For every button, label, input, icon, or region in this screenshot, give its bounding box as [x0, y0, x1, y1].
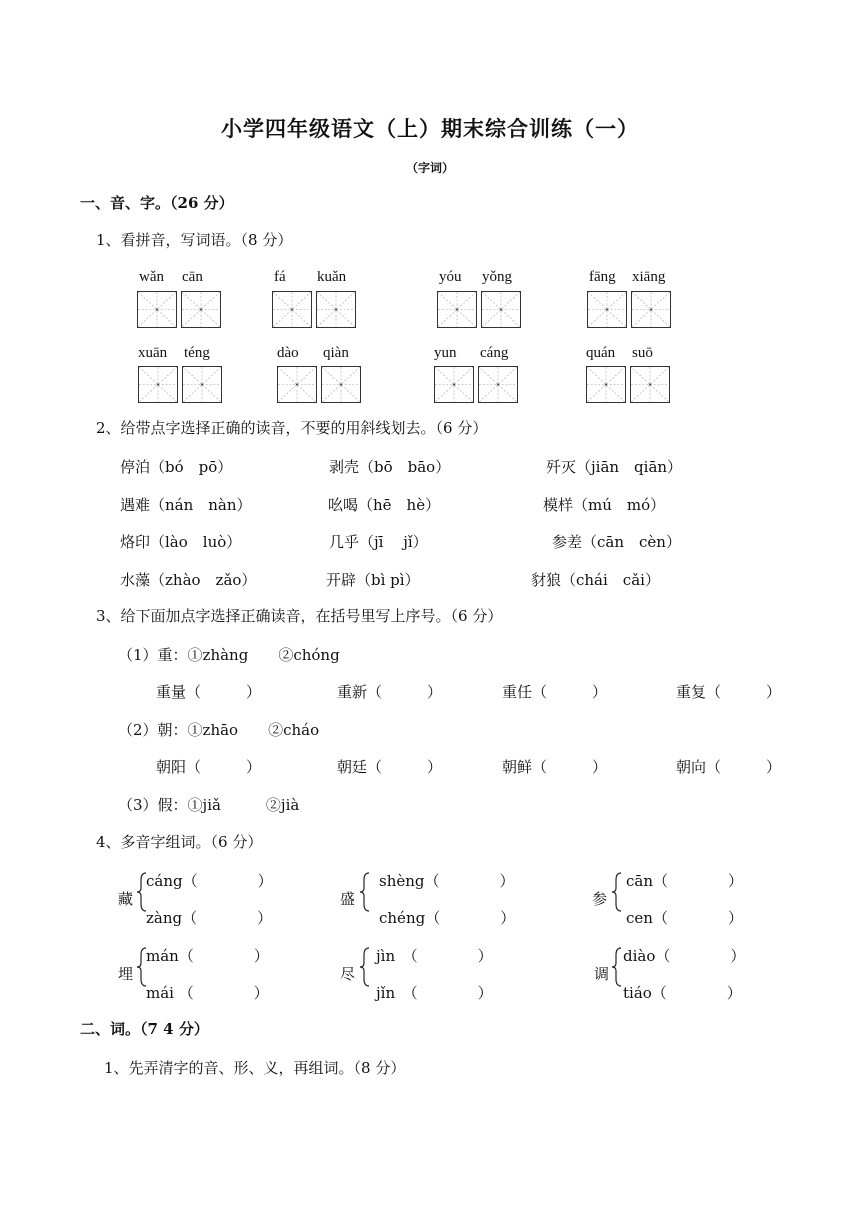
- pinyin-syllable: quán: [586, 345, 616, 361]
- writing-grid-box[interactable]: [587, 291, 627, 328]
- page-subtitle: （字词）: [405, 161, 454, 175]
- word-answer-item: 朝鲜（ ）: [502, 758, 608, 776]
- writing-grid-box[interactable]: [631, 291, 671, 328]
- writing-grid-box[interactable]: [137, 291, 177, 328]
- pinyin-syllable: yun: [434, 345, 457, 361]
- polyphone-reading-b: zàng（ ）: [146, 909, 273, 927]
- curly-brace-icon: [612, 872, 622, 917]
- polyphone-character: 埋: [118, 965, 134, 983]
- pinyin-syllable: kuǎn: [317, 269, 347, 285]
- polyphone-character: 藏: [118, 890, 134, 908]
- polyphone-character: 盛: [340, 890, 356, 908]
- reading-choice-item: 烙印（lào luò）: [120, 533, 242, 551]
- pinyin-syllable: xiāng: [632, 269, 666, 285]
- pinyin-syllable: dào: [277, 345, 299, 361]
- reading-choice-item: 停泊（bó pō）: [120, 458, 233, 476]
- section-one-heading: 一、音、字。（26 分）: [80, 194, 234, 212]
- question-3-group-1-head: （1）重：①zhàng ②chóng: [118, 646, 340, 664]
- pinyin-syllable: téng: [184, 345, 210, 361]
- writing-grid-box[interactable]: [316, 291, 356, 328]
- pinyin-syllable: suō: [632, 345, 653, 361]
- pinyin-syllable: cáng: [480, 345, 509, 361]
- question-3-label: 3、给下面加点字选择正确读音，在括号里写上序号。（6 分）: [96, 607, 503, 625]
- polyphone-reading-b: cen（ ）: [626, 909, 743, 927]
- reading-choice-item: 水藻（zhào zǎo）: [120, 571, 257, 589]
- pinyin-syllable: fá: [274, 269, 286, 285]
- reading-choice-item: 几乎（jī jǐ）: [329, 533, 428, 551]
- section-two-question-1-label: 1、先弄清字的音、形、义，再组词。（8 分）: [104, 1059, 406, 1077]
- writing-grid-box[interactable]: [272, 291, 312, 328]
- polyphone-reading-a: shèng（ ）: [379, 872, 515, 890]
- page-title: 小学四年级语文（上）期末综合训练（一）: [221, 116, 639, 141]
- pinyin-syllable: cān: [182, 269, 203, 285]
- reading-choice-item: 参差（cān cèn）: [552, 533, 681, 551]
- word-answer-item: 朝廷（ ）: [337, 758, 443, 776]
- word-answer-item: 朝向（ ）: [676, 758, 782, 776]
- writing-grid-box[interactable]: [630, 366, 670, 403]
- question-1-label: 1、看拼音，写词语。（8 分）: [96, 231, 293, 249]
- polyphone-character: 尽: [340, 965, 356, 983]
- reading-choice-item: 开辟（bì pì）: [326, 571, 420, 589]
- polyphone-reading-a: mán（ ）: [146, 947, 269, 965]
- reading-choice-item: 剥壳（bō bāo）: [329, 458, 451, 476]
- question-3-group-3-head: （3）假：①jiǎ ②jià: [118, 796, 300, 814]
- writing-grid-box[interactable]: [138, 366, 178, 403]
- writing-grid-box[interactable]: [434, 366, 474, 403]
- word-answer-item: 重新（ ）: [337, 683, 443, 701]
- writing-grid-box[interactable]: [181, 291, 221, 328]
- reading-choice-item: 歼灭（jiān qiān）: [546, 458, 683, 476]
- question-4-label: 4、多音字组词。（6 分）: [96, 833, 263, 851]
- pinyin-syllable: yǒng: [482, 269, 512, 285]
- polyphone-reading-a: diào（ ）: [623, 947, 746, 965]
- pinyin-syllable: qiàn: [323, 345, 349, 361]
- pinyin-syllable: yóu: [439, 269, 462, 285]
- curly-brace-icon: [360, 947, 370, 992]
- writing-grid-box[interactable]: [481, 291, 521, 328]
- writing-grid-box[interactable]: [182, 366, 222, 403]
- polyphone-reading-a: jìn （ ）: [376, 947, 493, 965]
- polyphone-reading-a: cān（ ）: [626, 872, 744, 890]
- word-answer-item: 重任（ ）: [502, 683, 608, 701]
- polyphone-reading-b: mái （ ）: [146, 984, 269, 1002]
- writing-grid-box[interactable]: [277, 366, 317, 403]
- section-two-heading: 二、词。（7 4 分）: [80, 1020, 209, 1038]
- reading-choice-item: 豺狼（chái cǎi）: [531, 571, 660, 589]
- pinyin-syllable: fāng: [589, 269, 616, 285]
- polyphone-reading-b: tiáo（ ）: [623, 984, 742, 1002]
- polyphone-reading-b: chéng（ ）: [379, 909, 516, 927]
- writing-grid-box[interactable]: [437, 291, 477, 328]
- pinyin-syllable: xuān: [138, 345, 168, 361]
- curly-brace-icon: [360, 872, 370, 917]
- question-3-group-2-head: （2）朝：①zhāo ②cháo: [118, 721, 320, 739]
- reading-choice-item: 吆喝（hē hè）: [328, 496, 441, 514]
- curly-brace-icon: [612, 947, 622, 992]
- reading-choice-item: 模样（mú mó）: [543, 496, 666, 514]
- word-answer-item: 朝阳（ ）: [156, 758, 262, 776]
- writing-grid-box[interactable]: [478, 366, 518, 403]
- writing-grid-box[interactable]: [321, 366, 361, 403]
- pinyin-syllable: wǎn: [139, 269, 164, 285]
- polyphone-reading-b: jǐn （ ）: [376, 984, 493, 1002]
- reading-choice-item: 遇难（nán nàn）: [120, 496, 252, 514]
- polyphone-character: 参: [592, 890, 608, 908]
- polyphone-reading-a: cáng（ ）: [146, 872, 273, 890]
- writing-grid-box[interactable]: [586, 366, 626, 403]
- question-2-label: 2、给带点字选择正确的读音，不要的用斜线划去。（6 分）: [96, 419, 488, 437]
- word-answer-item: 重复（ ）: [676, 683, 782, 701]
- word-answer-item: 重量（ ）: [156, 683, 262, 701]
- polyphone-character: 调: [594, 965, 610, 983]
